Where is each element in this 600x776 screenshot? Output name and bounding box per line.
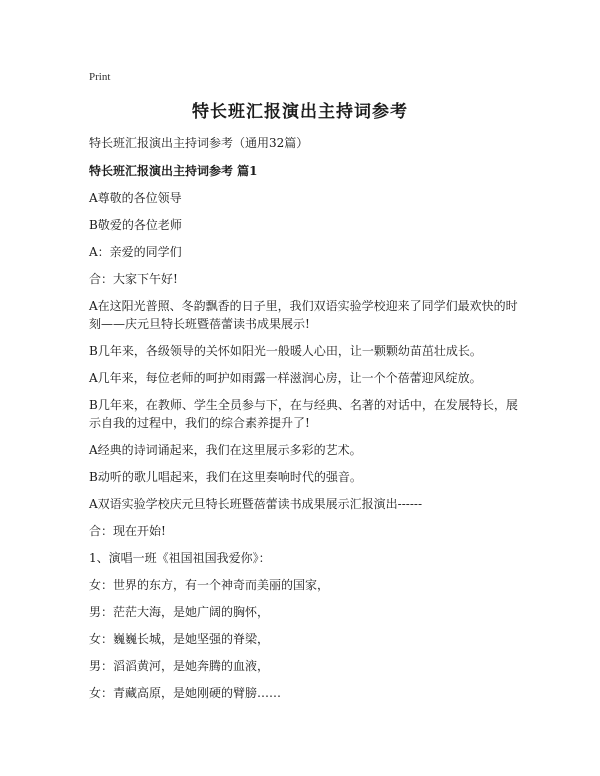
script-line: B几年来，各级领导的关怀如阳光一般暖人心田，让一颗颗幼苗茁壮成长。: [89, 344, 482, 358]
section-heading: 特长班汇报演出主持词参考 篇1: [89, 164, 258, 178]
script-line: B动听的歌儿唱起来，我们在这里奏响时代的强音。: [89, 470, 362, 484]
script-line: A双语实验学校庆元旦特长班暨蓓蕾读书成果展示汇报演出------: [89, 497, 422, 511]
script-line: A在这阳光普照、冬韵飘香的日子里，我们双语实验学校迎来了同学们最欢快的时刻——庆元旦特长班暨蓓蕾读书成果展示!: [89, 299, 518, 331]
script-line: 女：青藏高原，是她刚硬的臂膀……: [89, 686, 282, 700]
script-line: 女：巍巍长城，是她坚强的脊梁，: [89, 632, 270, 646]
script-lines: [89, 189, 519, 711]
script-line: A几年来，每位老师的呵护如雨露一样滋润心房，让一个个蓓蕾迎风绽放。: [89, 371, 482, 385]
script-line: B几年来，在教师、学生全员参与下，在与经典、名著的对话中，在发展特长，展示自我的过程中，我们的综合素养提升了!: [89, 398, 518, 430]
document-subtitle: 特长班汇报演出主持词参考（通用32篇）: [89, 136, 309, 150]
script-line: A经典的诗词诵起来，我们在这里展示多彩的艺术。: [89, 443, 362, 457]
script-line: A：亲爱的同学们: [89, 245, 182, 259]
script-line: 合：大家下午好!: [89, 272, 178, 286]
script-line: A尊敬的各位领导: [89, 191, 182, 205]
print-link[interactable]: Print: [89, 71, 111, 83]
page-title: 特长班汇报演出主持词参考: [192, 102, 408, 122]
script-line: 男：滔滔黄河，是她奔腾的血液，: [89, 659, 270, 673]
script-line: B敬爱的各位老师: [89, 218, 182, 232]
script-line: 合：现在开始!: [89, 524, 166, 538]
script-line: 男：茫茫大海，是她广阔的胸怀，: [89, 605, 270, 619]
script-line: 1、演唱一班《祖国祖国我爱你》：: [89, 551, 271, 565]
script-line: 女：世界的东方，有一个神奇而美丽的国家，: [89, 578, 330, 592]
